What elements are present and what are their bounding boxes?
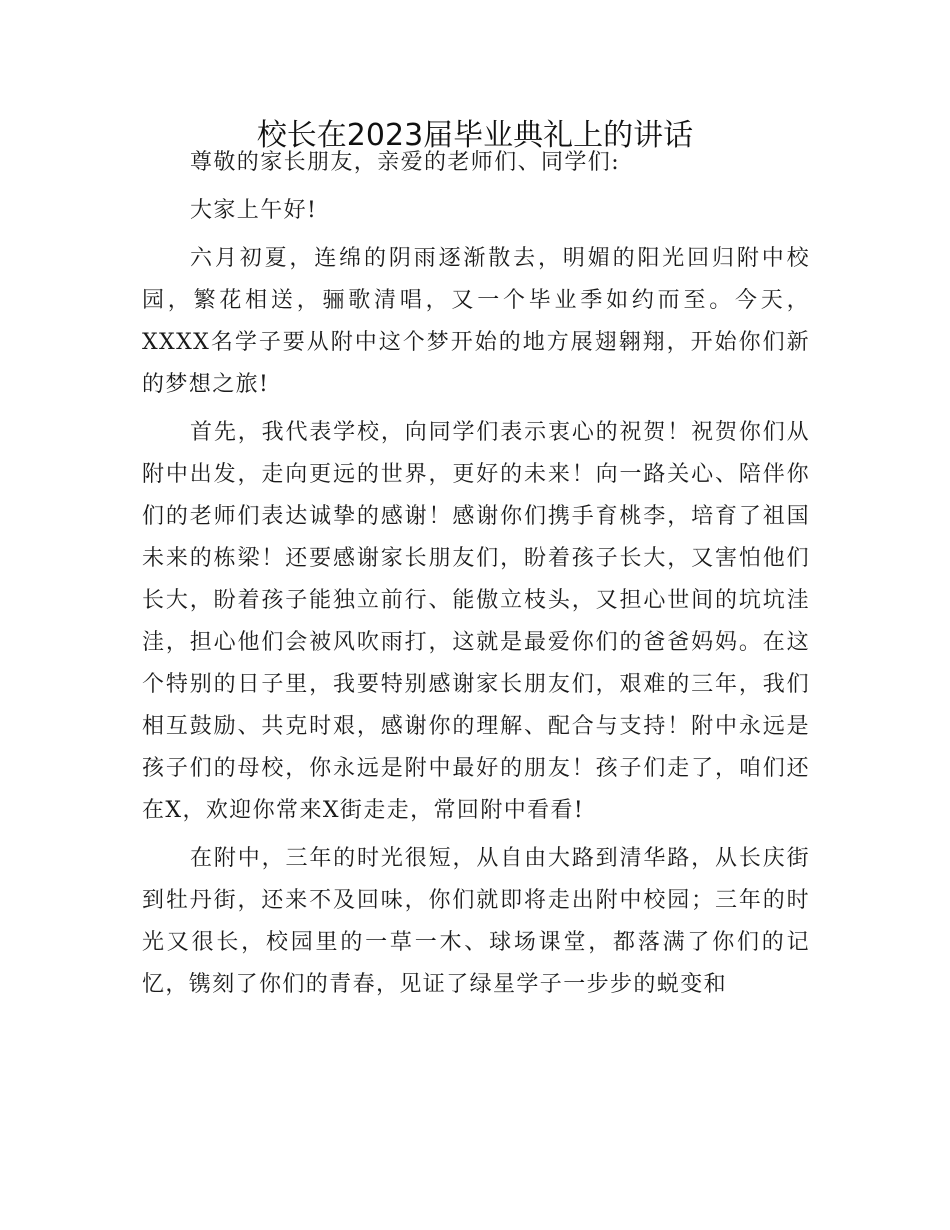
speech-body bbox=[142, 142, 810, 1012]
salutation-paragraph: 尊敬的家长朋友，亲爱的老师们、同学们: bbox=[190, 150, 621, 175]
body-paragraph-1: 六月初夏，连绵的阴雨逐渐散去，明媚的阳光回归附中校园，繁花相送，骊歌清唱，又一个毕业季如约而至。今天，XXXX名学子要从附中这个梦开始的地方展翅翱翔，开始你们新的梦想之旅! bbox=[142, 246, 810, 397]
greeting-paragraph: 大家上午好! bbox=[190, 198, 318, 223]
body-paragraph-3: 在附中，三年的时光很短，从自由大路到清华路，从长庆街到牡丹街，还来不及回味，你们就即将走出附中校园；三年的时光又很长，校园里的一草一木、球场课堂，都落满了你们的记忆，镌刻了你们的青春，见证了绿星学子一步步的蜕变和 bbox=[142, 846, 810, 997]
body-paragraph-2: 首先，我代表学校，向同学们表示衷心的祝贺！祝贺你们从附中出发，走向更远的世界，更好的未来！向一路关心、陪伴你们的老师们表达诚挚的感谢！感谢你们携手育桃李，培育了祖国未来的栋梁！还要感谢家长朋友们，盼着孩子长大，又害怕他们长大，盼着孩子能独立前行、能傲立枝头，又担心世间的坑坑洼洼，担心他们会被风吹雨打，这就是最爱你们的爸爸妈妈。在这个特别的日子里，我要特别感谢家长朋友们，艰难的三年，我们相互鼓励、共克时艰，感谢你的理解、配合与支持！附中永远是孩子们的母校，你永远是附中最好的朋友！孩子们走了，咱们还在X，欢迎你常来X街走走，常回附中看看! bbox=[142, 420, 810, 823]
page-title: 校长在2023届毕业典礼上的讲话 bbox=[256, 118, 694, 153]
